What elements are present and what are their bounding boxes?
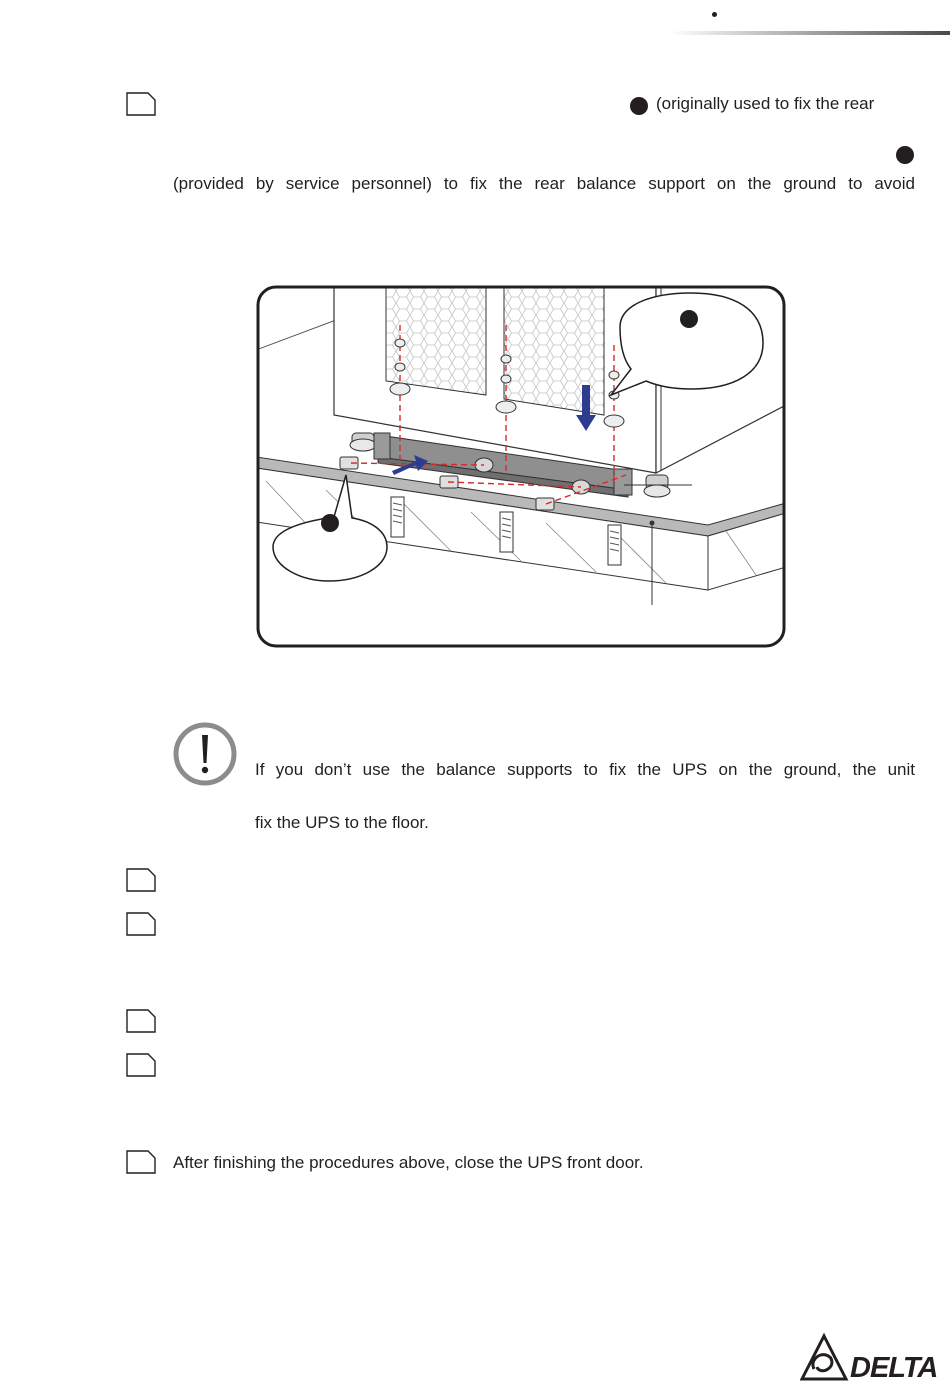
delta-logo-icon <box>800 1333 946 1383</box>
installation-figure <box>256 285 786 648</box>
caution-icon <box>173 722 237 786</box>
bullet-marker <box>630 97 648 115</box>
warning-line-2: fix the UPS to the floor. <box>255 813 429 832</box>
step1-text-right: (originally used to fix the rear <box>656 94 875 113</box>
step-tag-icon <box>126 868 156 892</box>
logo-text: DELTA <box>850 1352 938 1383</box>
step1-line3: (provided by service personnel) to fix the rear balance support on the ground to avoid <box>173 174 915 193</box>
header-dot <box>712 12 717 17</box>
step-tag-icon <box>126 92 156 116</box>
final-step-text: After finishing the procedures above, close the UPS front door. <box>173 1153 644 1172</box>
step-tag-icon <box>126 1009 156 1033</box>
warning-line-1: If you don’t use the balance supports to fix the UPS on the ground, the unit <box>255 760 915 779</box>
step-tag-icon <box>126 1053 156 1077</box>
step-tag-icon <box>126 912 156 936</box>
header-rule <box>670 31 950 35</box>
step-tag-icon <box>126 1150 156 1174</box>
bullet-marker <box>896 146 914 164</box>
